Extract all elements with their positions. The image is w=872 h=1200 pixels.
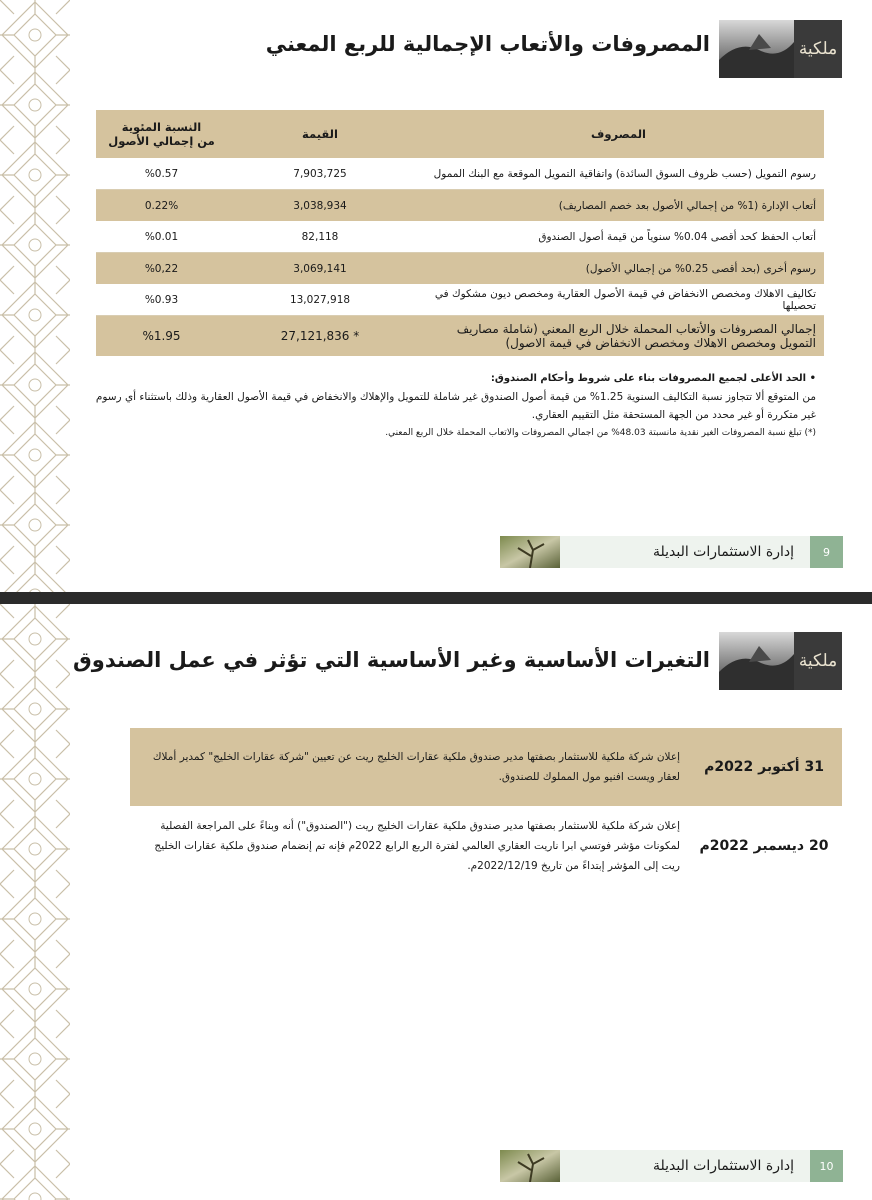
header-expense: المصروف (413, 110, 824, 158)
total-description: إجمالي المصروفات والأتعاب المحملة خلال الربع المعني (شاملة مصاريف التمويل ومخصص الاهلاك ومخصص الانخفاض في قيمة الاصول) (413, 316, 824, 357)
row-value: 82,118 (227, 221, 413, 253)
bullet-marker: • (809, 373, 816, 384)
row-percentage: %0,22 (96, 253, 227, 285)
geometric-pattern (0, 0, 70, 592)
row-description: رسوم أخرى (بحد أقصى 0.25% من إجمالي الأصول) (413, 253, 824, 285)
footer-label: إدارة الاستثمارات البديلة (560, 1150, 810, 1182)
row-value: 3,038,934 (227, 190, 413, 222)
report-page-10 (0, 604, 872, 1200)
notes-body: من المتوقع ألا تتجاوز نسبة التكاليف السنوية 1.25% من قيمة أصول الصندوق غير شاملة للتمويل والإهلاك والانخفاض في قيمة الأصول العقارية وذلك باستثناء أي رسوم غير متكررة أو غير محدد من الجهة المستحقة مثل التقييم العقاري. (95, 391, 816, 421)
header-percentage (96, 110, 227, 158)
row-value: 3,069,141 (227, 253, 413, 285)
logo-wordmark: ملكية (794, 632, 842, 690)
event-description: إعلان شركة ملكية للاستثمار بصفتها مدير صندوق ملكية عقارات الخليج ريت ("الصندوق") أنه وبناءً على المراجعة الفصلية لمكونات مؤشر فوتسي ابرا ناريت العقاري العالمي لفترة الربع الرابع 2022م فإنه تم إنضمام صندوق ملكية عقارات الخليج ريت إلى المؤشر إبتداءً من تاريخ 2022/12/19م. (130, 806, 686, 886)
brand-logo (719, 20, 842, 78)
geometric-pattern (0, 604, 70, 1200)
row-description: رسوم التمويل (حسب ظروف السوق السائدة) واتفاقية التمويل الموقعة مع البنك الممول (413, 158, 824, 190)
row-value: 13,027,918 (227, 284, 413, 316)
notes-heading-text: الحد الأعلى لجميع المصروفات بناء على شروط وأحكام الصندوق: (490, 373, 807, 384)
logo-wordmark: ملكية (794, 20, 842, 78)
row-description: تكاليف الاهلاك ومخصص الانخفاض في قيمة الأصول العقارية ومخصص ديون مشكوك في تحصيلها (413, 284, 824, 316)
footer-label: إدارة الاستثمارات البديلة (560, 536, 810, 568)
expenses-table (96, 110, 824, 356)
table-header-row (96, 110, 824, 158)
row-percentage: %0.93 (96, 284, 227, 316)
event-description: إعلان شركة ملكية للاستثمار بصفتها مدير صندوق ملكية عقارات الخليج ريت عن تعيين "شركة عقارات الخليج" كمدير أملاك لعقار ويست افنيو مول المملوك للصندوق. (130, 728, 686, 806)
page-footer (500, 536, 843, 568)
total-value: 27,121,836 * (227, 316, 413, 357)
row-value: 7,903,725 (227, 158, 413, 190)
page-divider (0, 592, 872, 604)
page-number: 9 (810, 536, 843, 568)
header-pct-line2: من إجمالي الأصول (108, 134, 215, 148)
table-row (96, 190, 824, 222)
brand-logo (719, 632, 842, 690)
page-title: المصروفات والأتعاب الإجمالية للربع المعني (265, 32, 710, 56)
report-page-9 (0, 0, 872, 592)
table-row (96, 284, 824, 316)
event-row (130, 806, 842, 886)
logo-photo (719, 20, 794, 78)
logo-photo (719, 632, 794, 690)
table-total-row (96, 316, 824, 357)
page-footer (500, 1150, 843, 1182)
table-row (96, 221, 824, 253)
table-row (96, 158, 824, 190)
row-percentage: 0.22% (96, 190, 227, 222)
row-description: أتعاب الحفظ كحد أقصى 0.04% سنوياً من قيمة أصول الصندوق (413, 221, 824, 253)
header-value: القيمة (227, 110, 413, 158)
event-row (130, 728, 842, 806)
total-percentage: %1.95 (96, 316, 227, 357)
header-pct-line1: النسبة المئوية (121, 120, 202, 134)
row-percentage: %0.57 (96, 158, 227, 190)
tree-photo (500, 1150, 560, 1182)
table-row (96, 253, 824, 285)
event-date: 20 ديسمبر 2022م (686, 806, 842, 886)
page-title: التغيرات الأساسية وغير الأساسية التي تؤثر في عمل الصندوق (72, 648, 710, 672)
notes-footnote: (*) تبلغ نسبة المصروفات الغير نقدية مانسبتة 48.03% من اجمالي المصروفات والاتعاب المحملة خلال الربع المعني. (385, 428, 816, 438)
page-number: 10 (810, 1150, 843, 1182)
tree-photo (500, 536, 560, 568)
event-date: 31 أكتوبر 2022م (686, 728, 842, 806)
events-table (130, 728, 842, 886)
expense-notes (80, 370, 816, 442)
row-percentage: %0.01 (96, 221, 227, 253)
notes-heading (80, 370, 816, 388)
row-description: أتعاب الإدارة (1% من إجمالي الأصول بعد خصم المصاريف) (413, 190, 824, 222)
